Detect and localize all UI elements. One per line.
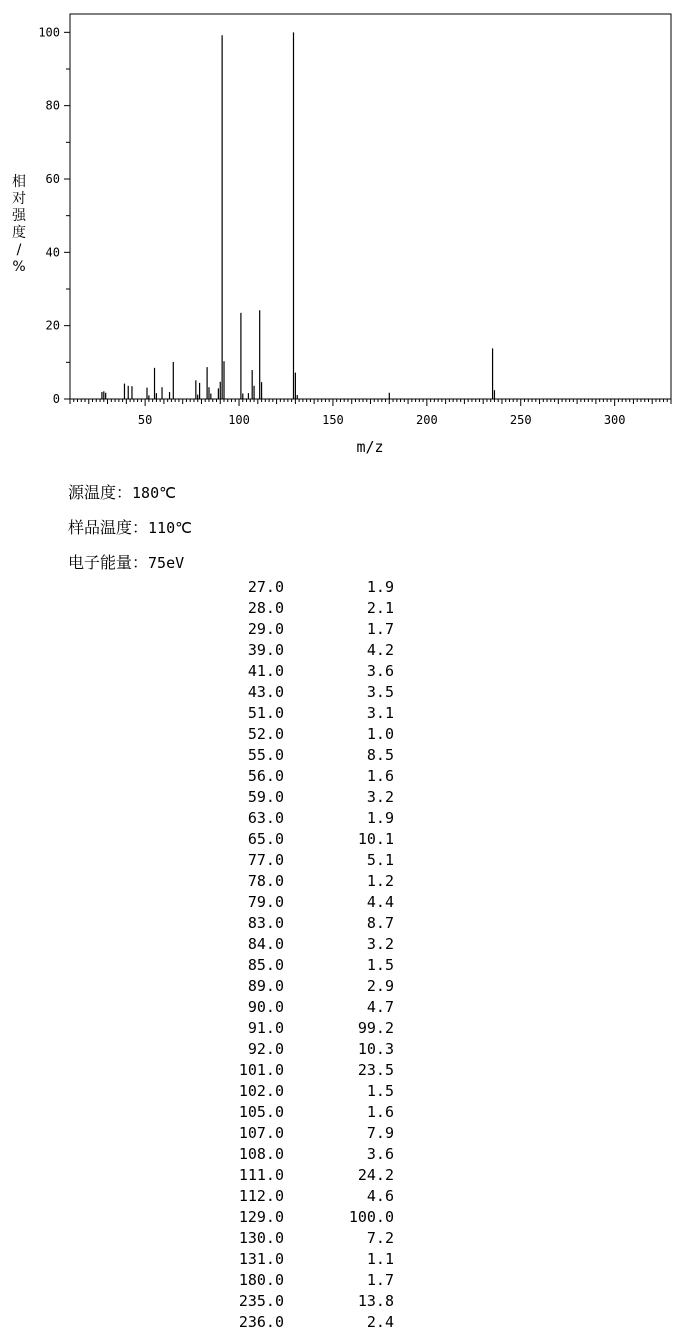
mz-value: 83.0 — [247, 914, 284, 932]
mz-value: 105.0 — [238, 1103, 284, 1121]
table-row — [200, 1102, 400, 1123]
abundance-value: 10.3 — [357, 1040, 394, 1058]
table-row — [200, 766, 400, 787]
x-tick-label: 300 — [603, 413, 626, 427]
table-row — [200, 1060, 400, 1081]
mz-value: 91.0 — [247, 1019, 284, 1037]
abundance-value: 3.6 — [366, 1145, 394, 1163]
mz-value: 52.0 — [247, 725, 284, 743]
table-row — [200, 955, 400, 976]
abundance-value: 100.0 — [348, 1208, 394, 1226]
mz-value: 27.0 — [247, 578, 284, 596]
mz-value: 102.0 — [238, 1082, 284, 1100]
y-axis-label-char: / — [16, 242, 22, 258]
table-row — [200, 598, 400, 619]
abundance-value: 1.6 — [366, 767, 394, 785]
abundance-value: 8.7 — [366, 914, 394, 932]
table-row — [200, 829, 400, 850]
peak-bars — [102, 32, 495, 399]
source-temperature — [68, 480, 176, 503]
y-axis-label-char: 相 — [12, 174, 26, 190]
x-tick-label: 100 — [228, 413, 250, 427]
table-row — [200, 1165, 400, 1186]
abundance-value: 1.2 — [366, 872, 394, 890]
x-tick-label: 250 — [509, 413, 532, 427]
electron-energy-value: 75eV — [148, 554, 185, 572]
abundance-value: 99.2 — [357, 1019, 394, 1037]
table-row — [200, 1207, 400, 1228]
abundance-value: 4.6 — [366, 1187, 394, 1205]
table-row — [200, 1249, 400, 1270]
table-row — [200, 1144, 400, 1165]
mz-value: 107.0 — [238, 1124, 284, 1142]
y-tick-label: 0 — [52, 392, 60, 406]
mz-value: 108.0 — [238, 1145, 284, 1163]
abundance-value: 1.6 — [366, 1103, 394, 1121]
abundance-value: 1.9 — [366, 578, 394, 596]
table-row — [200, 1291, 400, 1312]
abundance-value: 3.2 — [366, 935, 394, 953]
mz-value: 65.0 — [247, 830, 284, 848]
mz-value: 101.0 — [238, 1061, 284, 1079]
sample-temperature — [68, 515, 192, 538]
table-row — [200, 913, 400, 934]
mz-value: 79.0 — [247, 893, 284, 911]
y-tick-label: 100 — [38, 25, 60, 40]
y-tick-label: 20 — [45, 318, 60, 333]
plot-frame — [70, 14, 671, 399]
abundance-value: 1.5 — [366, 956, 394, 974]
table-row — [200, 640, 400, 661]
abundance-value: 4.4 — [366, 893, 394, 911]
table-row — [200, 1081, 400, 1102]
source-temperature-value: 180℃ — [132, 484, 176, 502]
mass-spectrum-chart — [0, 0, 680, 460]
table-row — [200, 1018, 400, 1039]
table-row — [200, 787, 400, 808]
sample-temperature-value: 110℃ — [148, 519, 192, 537]
electron-energy-label: 电子能量： — [68, 553, 149, 572]
mz-value: 78.0 — [247, 872, 284, 890]
mz-value: 51.0 — [247, 704, 284, 722]
sample-temperature-label: 样品温度： — [68, 518, 149, 537]
table-row — [200, 997, 400, 1018]
y-tick-label: 40 — [45, 245, 60, 260]
table-row — [200, 1312, 400, 1333]
peak-table — [200, 577, 400, 1333]
mz-value: 90.0 — [247, 998, 284, 1016]
mz-value: 55.0 — [247, 746, 284, 764]
table-row — [200, 682, 400, 703]
mz-value: 236.0 — [238, 1313, 284, 1331]
mz-value: 41.0 — [247, 662, 284, 680]
mz-value: 180.0 — [238, 1271, 284, 1289]
mz-value: 131.0 — [238, 1250, 284, 1268]
mz-value: 77.0 — [247, 851, 284, 869]
y-axis-label-char: 对 — [12, 191, 26, 207]
table-row — [200, 745, 400, 766]
table-row — [200, 934, 400, 955]
table-row — [200, 703, 400, 724]
mz-value: 130.0 — [238, 1229, 284, 1247]
table-row — [200, 1123, 400, 1144]
mz-value: 59.0 — [247, 788, 284, 806]
abundance-value: 10.1 — [357, 830, 394, 848]
table-row — [200, 1039, 400, 1060]
source-temperature-label: 源温度： — [68, 483, 133, 502]
abundance-value: 1.0 — [366, 725, 394, 743]
y-tick-label: 80 — [45, 98, 60, 113]
x-axis-label: m/z — [356, 438, 384, 456]
y-axis-label — [12, 173, 27, 275]
mz-value: 129.0 — [238, 1208, 284, 1226]
x-axis — [70, 399, 671, 427]
table-row — [200, 1228, 400, 1249]
table-row — [200, 808, 400, 829]
abundance-value: 1.9 — [366, 809, 394, 827]
abundance-value: 3.1 — [366, 704, 394, 722]
abundance-value: 7.2 — [366, 1229, 394, 1247]
y-axis-label-char: % — [12, 259, 26, 275]
abundance-value: 4.7 — [366, 998, 394, 1016]
abundance-value: 2.1 — [366, 599, 394, 617]
y-axis — [38, 25, 70, 406]
table-row — [200, 1270, 400, 1291]
abundance-value: 7.9 — [366, 1124, 394, 1142]
abundance-value: 1.7 — [366, 1271, 394, 1289]
abundance-value: 1.7 — [366, 620, 394, 638]
abundance-value: 5.1 — [366, 851, 394, 869]
mz-value: 43.0 — [247, 683, 284, 701]
mz-value: 92.0 — [247, 1040, 284, 1058]
abundance-value: 3.6 — [366, 662, 394, 680]
abundance-value: 3.5 — [366, 683, 394, 701]
mz-value: 39.0 — [247, 641, 284, 659]
abundance-value: 24.2 — [357, 1166, 394, 1184]
table-row — [200, 1186, 400, 1207]
y-tick-label: 60 — [45, 172, 60, 186]
y-axis-label-char: 度 — [12, 225, 26, 241]
abundance-value: 2.9 — [366, 977, 394, 995]
abundance-value: 13.8 — [357, 1292, 394, 1310]
abundance-value: 4.2 — [366, 641, 394, 659]
table-row — [200, 892, 400, 913]
table-row — [200, 871, 400, 892]
mz-value: 56.0 — [247, 767, 284, 785]
mz-value: 235.0 — [238, 1292, 284, 1310]
abundance-value: 1.5 — [366, 1082, 394, 1100]
mz-value: 89.0 — [247, 977, 284, 995]
mz-value: 112.0 — [238, 1187, 284, 1205]
mz-value: 111.0 — [238, 1166, 284, 1184]
mz-value: 63.0 — [247, 809, 284, 827]
mz-value: 85.0 — [247, 956, 284, 974]
table-row — [200, 724, 400, 745]
abundance-value: 23.5 — [357, 1061, 394, 1079]
electron-energy — [68, 550, 184, 573]
mz-value: 84.0 — [247, 935, 284, 953]
table-row — [200, 619, 400, 640]
mz-value: 28.0 — [247, 599, 284, 617]
table-row — [200, 577, 400, 598]
table-row — [200, 661, 400, 682]
mz-value: 29.0 — [247, 620, 284, 638]
table-row — [200, 850, 400, 871]
abundance-value: 3.2 — [366, 788, 394, 806]
x-tick-label: 200 — [416, 413, 438, 427]
abundance-value: 8.5 — [366, 746, 394, 764]
x-tick-label: 50 — [137, 413, 153, 427]
table-row — [200, 976, 400, 997]
x-tick-label: 150 — [322, 413, 344, 427]
abundance-value: 1.1 — [366, 1250, 394, 1268]
y-axis-label-char: 强 — [12, 208, 26, 224]
abundance-value: 2.4 — [366, 1313, 394, 1331]
